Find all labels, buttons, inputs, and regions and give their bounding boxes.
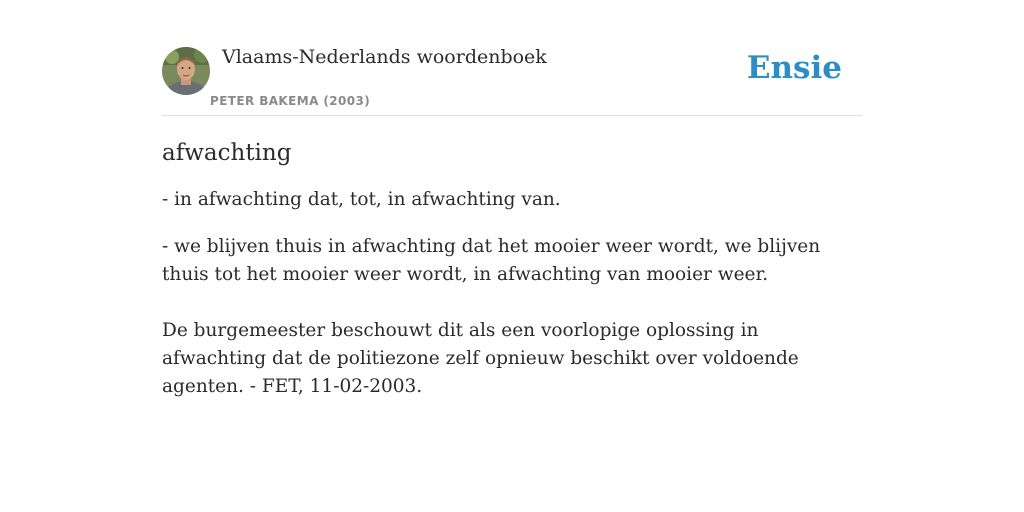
author-photo-icon (162, 47, 210, 95)
entry-card (162, 0, 862, 401)
definition-2: - we blijven thuis in afwachting dat het mooier weer wordt, we blijven thuis tot het mooier weer wordt, in afwachting van mooier weer. (162, 236, 821, 285)
brand-logo[interactable]: Ensie (746, 50, 842, 86)
definition-1: - in afwachting dat, tot, in afwachting van. (162, 189, 561, 210)
example-quote: De burgemeester beschouwt dit als een voorlopige oplossing in afwachting dat de politiezone zelf opnieuw beschikt over voldoende agenten. - FET, 11-02-2003. (162, 320, 799, 397)
dictionary-title[interactable]: Vlaams-Nederlands woordenboek (222, 46, 547, 68)
author-avatar[interactable] (162, 47, 210, 95)
entry-term: afwachting (162, 140, 292, 166)
entry-header (162, 0, 862, 116)
author-name[interactable]: PETER BAKEMA (2003) (210, 94, 371, 108)
